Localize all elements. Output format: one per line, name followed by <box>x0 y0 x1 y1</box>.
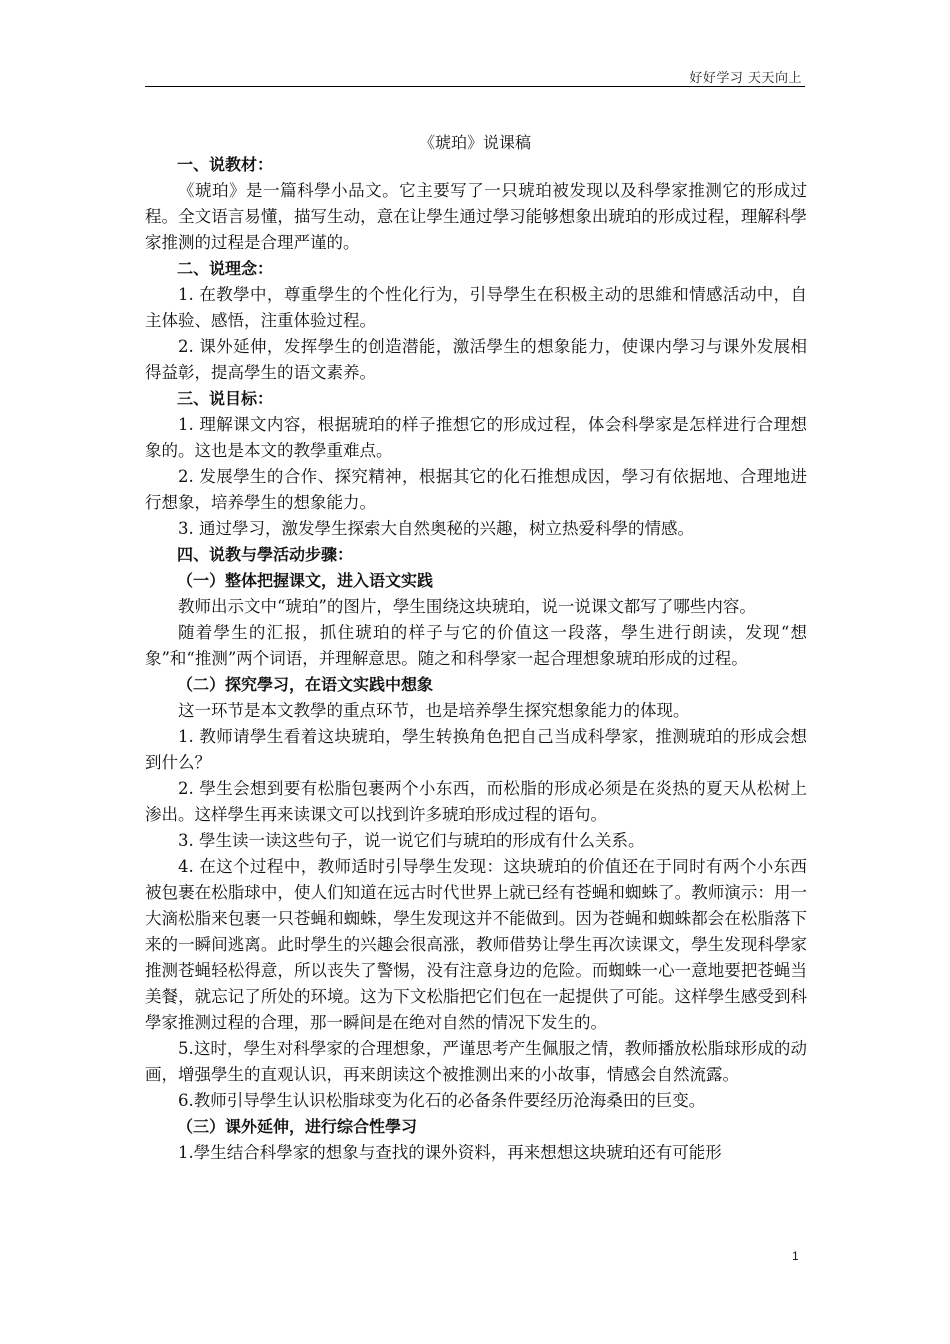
section-heading: 四、说教与學活动步骤： <box>177 545 354 564</box>
paragraph: 教师出示文中“琥珀”的图片，學生围绕这块琥珀，说一说课文都写了哪些内容。 <box>178 597 756 616</box>
paragraph: 6.教师引导學生认识松脂球变为化石的必备条件要经历沧海桑田的巨变。 <box>178 1091 706 1110</box>
document-body <box>145 152 807 1166</box>
section-heading: 二、说理念： <box>177 259 274 278</box>
subsection-heading: （三）课外延伸，进行综合性學习 <box>177 1117 418 1136</box>
paragraph: 5.这时，學生对科學家的合理想象，严谨思考产生佩服之情，教师播放松脂球形成的动画，增强學生的直观认识，再来朗读这个被推测出来的小故事，情感会自然流露。 <box>145 1039 807 1084</box>
paragraph: 1.學生结合科學家的想象与查找的课外资料，再来想想这块琥珀还有可能形 <box>178 1143 722 1162</box>
paragraph: 2. 发展學生的合作、探究精神，根据其它的化石推想成因，學习有依据地、合理地进行想象，培养學生的想象能力。 <box>145 467 807 512</box>
paragraph: 3. 通过學习，激发學生探索大自然奥秘的兴趣，树立热爱科學的情感。 <box>178 519 694 538</box>
header-divider <box>145 86 805 87</box>
document-title: 《琥珀》说课稿 <box>418 133 531 152</box>
paragraph: 随着學生的汇报，抓住琥珀的样子与它的价值这一段落，學生进行朗读，发现“想象”和“推测”两个词语，并理解意思。随之和科學家一起合理想象琥珀形成的过程。 <box>145 623 807 668</box>
subsection-heading: （二）探究學习，在语文实践中想象 <box>177 675 434 694</box>
subsection-heading: （一）整体把握课文，进入语文实践 <box>177 571 434 590</box>
paragraph: 1. 在教學中，尊重學生的个性化行为，引导學生在积极主动的思維和情感活动中，自主体验、感悟，注重体验过程。 <box>145 285 807 330</box>
paragraph: 《琥珀》是一篇科學小品文。它主要写了一只琥珀被发现以及科學家推测它的形成过程。全文语言易懂，描写生动，意在让學生通过學习能够想象出琥珀的形成过程，理解科學家推测的过程是合理严谨的。 <box>145 181 807 252</box>
paragraph: 这一环节是本文教學的重点环节，也是培养學生探究想象能力的体现。 <box>178 701 690 720</box>
paragraph: 3. 學生读一读这些句子，说一说它们与琥珀的形成有什么关系。 <box>178 831 645 850</box>
section-heading: 一、说教材： <box>177 155 274 174</box>
paragraph: 2. 學生会想到要有松脂包裹两个小东西，而松脂的形成必须是在炎热的夏天从松树上渗出。这样學生再来读课文可以找到许多琥珀形成过程的语句。 <box>145 779 807 824</box>
paragraph: 1. 理解课文内容，根据琥珀的样子推想它的形成过程，体会科學家是怎样进行合理想象的。这也是本文的教學重难点。 <box>145 415 807 460</box>
paragraph: 4. 在这个过程中，教师适时引导學生发现：这块琥珀的价值还在于同时有两个小东西被包裹在松脂球中，使人们知道在远古时代世界上就已经有苍蝇和蜘蛛了。教师演示：用一大滴松脂来包裹一只苍蝇和蜘蛛，學生发现这并不能做到。因为苍蝇和蜘蛛都会在松脂落下来的一瞬间逃离。此时學生的兴趣会很高涨，教师借势让學生再次读课文，學生发现科學家推测苍蝇轻松得意，所以丧失了警惕，没有注意身边的危险。而蜘蛛一心一意地要把苍蝇当美餐，就忘记了所处的环境。这为下文松脂把它们包在一起提供了可能。这样學生感受到科學家推测过程的合理，那一瞬间是在绝对自然的情况下发生的。 <box>145 857 807 1032</box>
paragraph: 1. 教师请學生看着这块琥珀，學生转换角色把自己当成科學家，推测琥珀的形成会想到什么？ <box>145 727 807 772</box>
paragraph: 2. 课外延伸，发挥學生的创造潜能，激活學生的想象能力，使课内學习与课外发展相得益彰，提高學生的语文素养。 <box>145 337 807 382</box>
section-heading: 三、说目标： <box>177 389 274 408</box>
header-motto: 好好学习 天天向上 <box>689 71 802 86</box>
page-number: 1 <box>792 1249 799 1263</box>
